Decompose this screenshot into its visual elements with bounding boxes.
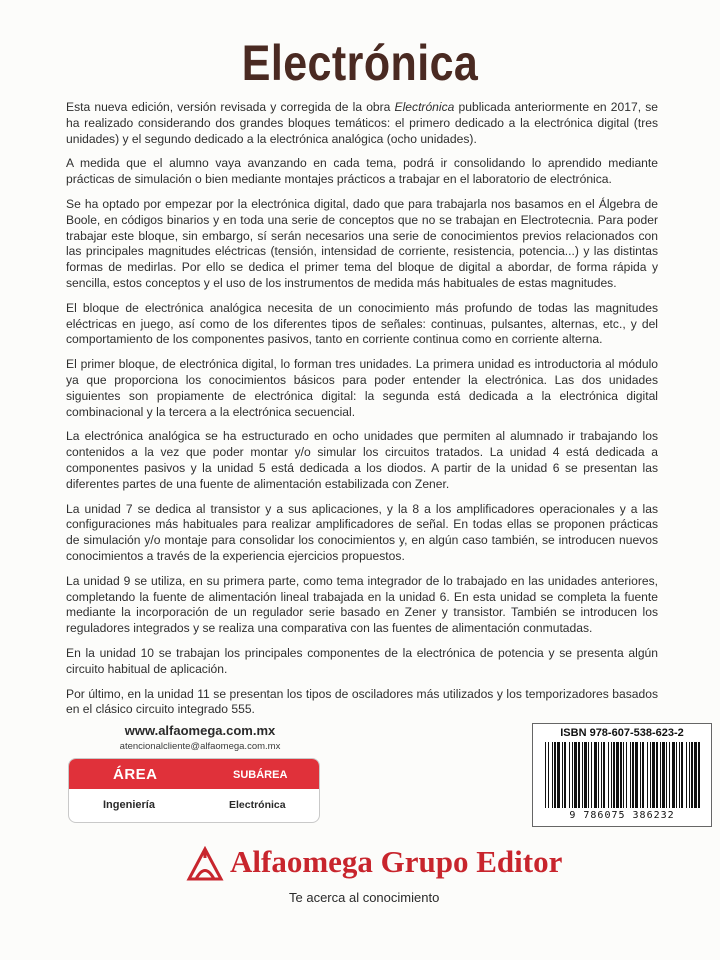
barcode-bar [572,742,573,808]
barcode-bar [611,742,612,808]
book-title: Electrónica [241,35,479,91]
barcode-bar [662,742,665,808]
barcode-bar [545,742,546,808]
barcode-bar [689,742,690,808]
paragraph: A medida que el alumno vaya avanzando en cada tema, podrá ir consolidando lo aprendido mediante prácticas de simulación o bien mediante montajes prácticos a trabajar en el laboratorio de electrónica. [66,156,658,187]
barcode-bar [594,742,597,808]
barcode-bar [613,742,615,808]
paragraph: El bloque de electrónica analógica necesita de un conocimiento más profundo de todas las magnitudes eléctricas en juego, así como de los diferentes tipos de señales: continuas, pulsantes, alternas, etc., y del comportamiento de los componentes pasivos, tanto en corriente continua como en corriente alterna. [66,300,658,347]
barcode-bar [616,742,619,808]
publisher-name: Alfaomega Grupo Editor [230,844,563,879]
classification-box [68,758,320,823]
barcode-bar [676,742,677,808]
barcode-bar [620,742,622,808]
paragraph: En la unidad 10 se trabajan los principales componentes de la electrónica de potencia y se presenta algún circuito habitual de aplicación. [66,645,658,676]
barcode-bar [632,742,634,808]
description-text [66,100,658,727]
barcode-bar [564,742,566,808]
barcode-bar [601,742,602,808]
barcode-bar [548,742,549,808]
barcode-bar [669,742,670,808]
barcode-bar [574,742,577,808]
publisher-tagline: Te acerca al conocimiento [289,890,440,905]
barcode-bar [635,742,638,808]
barcode-bar [691,742,693,808]
alfaomega-logo-icon [186,846,224,884]
barcode-bar [679,742,680,808]
website-link[interactable]: www.alfaomega.com.mx [124,723,276,738]
contact-info [105,723,295,752]
publisher-block [0,836,720,916]
barcode-bar [554,742,556,808]
barcode-digits: 9 786075 386232 [569,810,675,821]
paragraph: La electrónica analógica se ha estructurado en ocho unidades que permiten al alumnado ir trabajando los contenidos a la vez que poder montar y/o simular los circuitos tratados. La unidad 4 está dedicada a componentes pasivos y la unidad 5 está dedicada a los diodos. A partir de la unidad 6 se presentan las diferentes partes de una fuente de alimentación estabilizada con Zener. [66,429,658,491]
barcode-bar [603,742,605,808]
isbn-barcode-box [532,723,712,827]
paragraph: El primer bloque, de electrónica digital, lo forman tres unidades. La primera unidad es introductoria al módulo ya que proporciona los conocimientos básicos para poder entender la electrónica. Las dos unidades siguientes son propiamente de electrónica digital: la segunda está dedicada a la electrónica digital combinacional y la tercera a la electrónica secuencial. [66,357,658,419]
area-value: Ingeniería [103,799,155,811]
paragraph: La unidad 7 se dedica al transistor y a sus aplicaciones, y la 8 a los amplificadores operacionales y a las configuraciones más habituales para realizar amplificadores de señal. En todas ellas se proponen prácticas de simulación y/o montaje para consolidar los conocimientos y, en algún caso también, se introducen nuevos conocimientos a través de la experiencia ejercicios propuestos. [66,501,658,563]
barcode-bar [582,742,583,808]
barcode-bar [569,742,570,808]
subarea-value: Electrónica [229,799,286,811]
paragraph: Esta nueva edición, versión revisada y corregida de la obra Electrónica publicada anteriormente en 2017, se ha realizado considerando dos grandes bloques temáticos: el primero dedicado a la electrónica digital (tres unidades) y el segundo dedicado a la electrónica analógica (ocho unidades). [66,100,658,146]
barcode-bar [681,742,683,808]
barcode-bar [652,742,655,808]
barcode-bar [660,742,661,808]
barcode-bar [598,742,599,808]
barcode-bar [686,742,687,808]
barcode-bar [578,742,580,808]
barcode-icon [543,742,703,808]
barcode-bar [656,742,658,808]
barcode-bar [672,742,675,808]
barcode-bar [640,742,641,808]
barcode-bar [626,742,627,808]
barcode-bar [698,742,700,808]
barcode-bar [591,742,592,808]
barcode-bar [584,742,587,808]
isbn-label: ISBN 978-607-538-623-2 [560,727,684,739]
barcode-bar [608,742,609,808]
paragraph: La unidad 9 se utiliza, en su primera parte, como tema integrador de lo trabajado en las unidades anteriores, completando la fuente de alimentación lineal trabajada en la unidad 6. En esta unidad se completa la fuente mediante la incorporación de un regulador serie basado en Zener y transistor. También se introducen los reguladores integrados y se realiza una comparativa con las fuentes de alimentación conmutadas. [66,573,658,636]
barcode-bar [557,742,560,808]
barcode-bar [552,742,553,808]
barcode-bar [588,742,589,808]
barcode-bar [642,742,644,808]
email-link[interactable]: atencionalcliente@alfaomega.com.mx [119,741,281,752]
barcode-bar [694,742,697,808]
barcode-bar [650,742,651,808]
subarea-label: SUBÁREA [233,769,288,781]
barcode-bar [562,742,563,808]
paragraph: Se ha optado por empezar por la electrónica digital, dado que para trabajarla nos basamos en el Álgebra de Boole, en códigos binarios y en toda una serie de conceptos que no se trabajan en Electrotecnia. Para poder trabajar este bloque, sin embargo, sí serán necesarios una serie de conocimientos previos relacionados con las principales magnitudes eléctricas (tensión, intensidad de corriente, resistencia, potencia...) y las distintas formas de medirlas. Por ello se dedica el primer tema del bloque de digital a abordar, de forma rápida y sencilla, estos conceptos y el uso de los instrumentos de medida más habituales de estas magnitudes. [66,196,658,290]
paragraph: Por último, en la unidad 11 se presentan los tipos de osciladores más utilizados y los temporizadores basados en el clásico circuito integrado 555. [66,686,658,717]
barcode-bar [666,742,667,808]
barcode-bar [647,742,648,808]
barcode-bar [630,742,631,808]
barcode-bar [623,742,624,808]
area-label: ÁREA [113,766,158,783]
